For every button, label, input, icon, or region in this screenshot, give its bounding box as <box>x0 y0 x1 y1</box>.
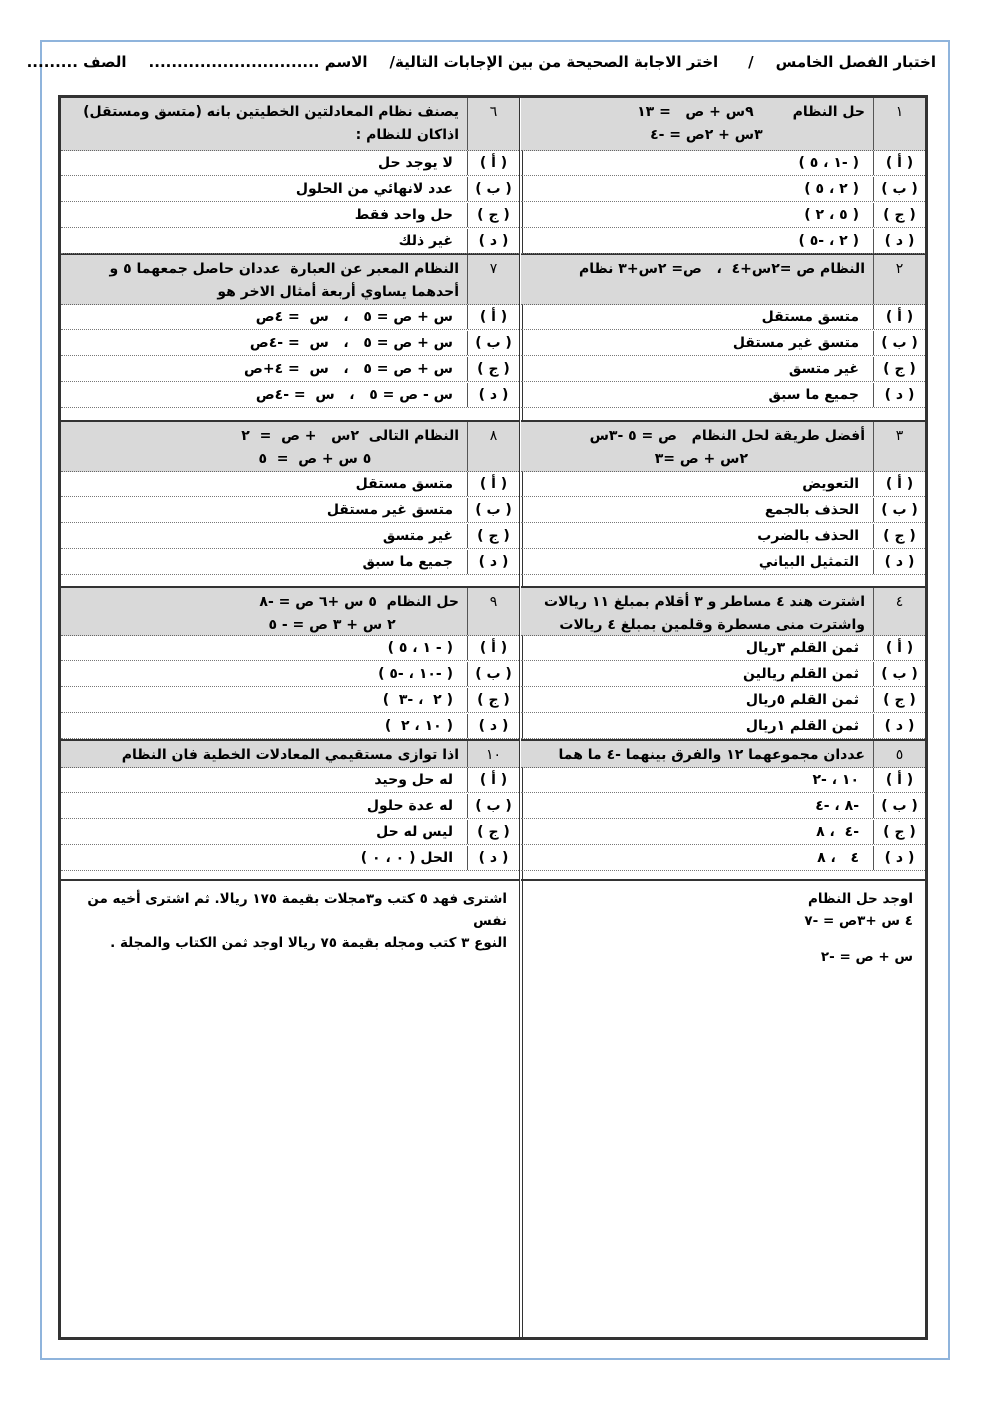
answer-option[interactable] <box>61 688 519 713</box>
option-letter: ( ب ) <box>467 498 519 522</box>
answer-option[interactable] <box>521 636 925 661</box>
question-text-line: حل النظام ٥ س +٦ ص = -٨ <box>259 594 459 610</box>
answer-option[interactable] <box>61 550 519 575</box>
answer-option[interactable] <box>521 472 925 497</box>
question-text <box>527 101 865 147</box>
option-letter: ( ج ) <box>467 203 519 227</box>
option-letter: ( ج ) <box>873 357 925 381</box>
question-text <box>67 425 459 471</box>
option-text: متسق مستقل <box>761 309 859 325</box>
answer-option[interactable] <box>521 524 925 549</box>
answer-option[interactable] <box>521 383 925 408</box>
option-letter: ( ب ) <box>467 177 519 201</box>
answer-option[interactable] <box>61 472 519 497</box>
option-text: ( ٢ ، ٥ ) <box>804 181 859 197</box>
option-letter: ( د ) <box>873 714 925 738</box>
option-letter: ( ب ) <box>873 331 925 355</box>
header <box>26 44 936 80</box>
option-text: عدد لانهائي من الحلول <box>295 181 453 197</box>
question-row <box>61 741 519 768</box>
question-text-line: ٢س + ص =٣ <box>654 451 865 467</box>
question-text-line: واشترت منى مسطرة وقلمين بمبلغ ٤ ريالات <box>559 617 865 633</box>
question-text-line: النظام ص =٢س+٤ ، ص= ٢س+٣ نظام <box>579 261 865 277</box>
option-letter: ( د ) <box>467 846 519 870</box>
option-text: لا يوجد حل <box>378 155 453 171</box>
answer-option[interactable] <box>521 305 925 330</box>
question-text-line: أفضل طريقة لحل النظام ص = ٥ -٣س <box>589 428 865 444</box>
option-text: ١٠ ، -٢ <box>812 772 859 788</box>
question-block-9 <box>61 588 519 741</box>
option-letter: ( ج ) <box>467 357 519 381</box>
problem-word <box>69 888 507 954</box>
right-column <box>521 98 925 1337</box>
option-text: متسق غير مستقل <box>732 335 859 351</box>
option-letter: ( ج ) <box>873 203 925 227</box>
question-row <box>61 255 519 305</box>
question-block-7 <box>61 255 519 422</box>
question-number: ١ <box>873 98 925 150</box>
answer-option[interactable] <box>61 305 519 330</box>
question-text <box>67 591 459 637</box>
option-text: س + ص = ٥ ، س = ٤ص <box>255 309 453 325</box>
option-letter: ( ب ) <box>873 662 925 686</box>
option-text: التعويض <box>802 476 859 492</box>
option-letter: ( ج ) <box>467 688 519 712</box>
option-letter: ( د ) <box>467 714 519 738</box>
option-text: ليس له حل <box>376 824 453 840</box>
option-text: التمثيل البياني <box>758 554 859 570</box>
option-text: -٨ ، -٤ <box>815 798 859 814</box>
question-number: ١٠ <box>467 741 519 767</box>
answer-option[interactable] <box>521 550 925 575</box>
option-letter: ( د ) <box>873 550 925 574</box>
question-text <box>67 258 459 304</box>
question-text <box>527 258 865 281</box>
option-text: س - ص = ٥ ، س = -٤ص <box>255 387 453 403</box>
question-block-6 <box>61 98 519 255</box>
option-letter: ( أ ) <box>467 305 519 329</box>
answer-option[interactable] <box>61 357 519 382</box>
option-text: ثمن القلم ٣ريال <box>745 640 859 656</box>
question-text-line: اذا توازى مستقيمي المعادلات الخطية فان النظام <box>121 747 459 763</box>
question-number: ٤ <box>873 588 925 635</box>
option-text: ٤ ، ٨ <box>817 850 859 866</box>
answer-option[interactable] <box>61 820 519 845</box>
option-text: س + ص = ٥ ، س = ٤+ص <box>243 361 453 377</box>
option-text: ( -١٠ ، -٥ ) <box>378 666 453 682</box>
left-column <box>61 98 519 1337</box>
option-text: متسق غير مستقل <box>326 502 453 518</box>
option-text: غير متسق <box>788 361 859 377</box>
option-text: له عدة حلول <box>366 798 453 814</box>
answer-option[interactable] <box>61 383 519 408</box>
answer-option[interactable] <box>61 203 519 228</box>
option-letter: ( ب ) <box>873 177 925 201</box>
question-text-line: النظام المعبر عن العبارة عددان حاصل جمعهما ٥ و <box>109 261 459 277</box>
question-row <box>61 98 519 151</box>
question-number: ٩ <box>467 588 519 635</box>
option-letter: ( ب ) <box>467 662 519 686</box>
option-text: له حل وحيد <box>374 772 453 788</box>
problem-line1: اشترى فهد ٥ كتب و٣مجلات بقيمة ١٧٥ ريالا. ثم اشترى أخيه من نفس <box>87 891 507 929</box>
problem-eq2: س + ص = -٢ <box>820 949 913 965</box>
question-sheet <box>58 95 928 1340</box>
instruction: اختر الاجابة الصحيحة من بين الإجابات التالية/ <box>389 53 719 71</box>
question-text <box>67 744 459 767</box>
option-letter: ( أ ) <box>873 472 925 496</box>
question-number: ٧ <box>467 255 519 304</box>
question-text-line: ٣س + ٢ص = -٤ <box>650 127 865 143</box>
option-letter: ( أ ) <box>873 636 925 660</box>
question-text <box>527 425 865 471</box>
option-text: ( ٢ ، -٣ ) <box>382 692 453 708</box>
option-text: -٤ ، ٨ <box>816 824 859 840</box>
question-text-line: ٥ س + ص = ٥ <box>258 451 459 467</box>
option-letter: ( د ) <box>873 383 925 407</box>
question-text-line: أحدهما يساوي أربعة أمثال الاخر هو <box>217 284 459 300</box>
question-text-line: عددان مجموعهما ١٢ والفرق بينهما -٤ ما هما <box>558 747 865 763</box>
question-number: ٢ <box>873 255 925 304</box>
answer-option[interactable] <box>521 331 925 356</box>
option-text: ( ١٠ ، ٢ ) <box>384 718 453 734</box>
problem-eq1: ٤ س +٣ص = -٧ <box>804 913 913 929</box>
header-separator: / <box>748 53 754 71</box>
option-letter: ( د ) <box>873 846 925 870</box>
question-row <box>521 422 925 472</box>
question-text <box>527 591 865 637</box>
question-row <box>61 422 519 472</box>
question-block-8 <box>61 422 519 588</box>
option-text: ثمن القلم ريالين <box>743 666 859 682</box>
answer-option[interactable] <box>61 151 519 176</box>
answer-option[interactable] <box>521 794 925 819</box>
option-text: الحل ( ٠ ، ٠ ) <box>360 850 453 866</box>
answer-option[interactable] <box>521 203 925 228</box>
option-letter: ( ج ) <box>873 688 925 712</box>
answer-option[interactable] <box>521 714 925 739</box>
answer-option[interactable] <box>61 524 519 549</box>
answer-option[interactable] <box>521 151 925 176</box>
option-letter: ( د ) <box>467 383 519 407</box>
answer-option[interactable] <box>521 229 925 254</box>
question-row <box>521 588 925 636</box>
option-letter: ( ب ) <box>467 331 519 355</box>
option-letter: ( أ ) <box>467 636 519 660</box>
question-number: ٥ <box>873 741 925 767</box>
option-letter: ( ب ) <box>873 794 925 818</box>
question-number: ٦ <box>467 98 519 150</box>
option-text: ( ٥ ، ٢ ) <box>804 207 859 223</box>
problem-title: اوجد حل النظام <box>807 891 913 907</box>
question-text-line: حل النظام ٩س + ص = ١٣ <box>637 104 865 120</box>
option-text: ( - ١ ، ٥ ) <box>387 640 453 656</box>
answer-option[interactable] <box>61 714 519 739</box>
problem-solve-system <box>529 888 913 982</box>
question-number: ٨ <box>467 422 519 471</box>
answer-option[interactable] <box>521 688 925 713</box>
question-text-line: ٢ س + ٣ ص = - ٥ <box>268 617 459 633</box>
option-text: الحذف بالجمع <box>764 502 859 518</box>
option-text: جميع ما سبق <box>768 387 859 403</box>
option-letter: ( أ ) <box>873 151 925 175</box>
answer-option[interactable] <box>61 177 519 202</box>
question-text-line: يصنف نظام المعادلتين الخطيتين بانه (متسق ومستقل) <box>83 104 459 120</box>
option-text: الحذف بالضرب <box>757 528 859 544</box>
option-text: جميع ما سبق <box>362 554 453 570</box>
answer-option[interactable] <box>61 662 519 687</box>
answer-option[interactable] <box>521 820 925 845</box>
answer-option[interactable] <box>61 846 519 871</box>
answer-option[interactable] <box>61 498 519 523</box>
option-letter: ( ب ) <box>873 498 925 522</box>
question-number: ٣ <box>873 422 925 471</box>
option-letter: ( د ) <box>467 229 519 253</box>
option-text: س + ص = ٥ ، س = -٤ص <box>249 335 453 351</box>
option-letter: ( ج ) <box>467 820 519 844</box>
option-text: غير ذلك <box>398 233 453 249</box>
option-text: ( -١ ، ٥ ) <box>798 155 859 171</box>
option-text: حل واحد فقط <box>354 207 453 223</box>
answer-option[interactable] <box>521 498 925 523</box>
option-letter: ( أ ) <box>467 768 519 792</box>
question-row <box>521 98 925 151</box>
option-text: غير متسق <box>382 528 453 544</box>
answer-option[interactable] <box>521 768 925 793</box>
answer-option[interactable] <box>61 229 519 254</box>
question-row <box>521 741 925 768</box>
option-letter: ( ج ) <box>873 524 925 548</box>
option-letter: ( ج ) <box>873 820 925 844</box>
problem-line2: النوع ٣ كتب ومجله بقيمة ٧٥ ريالا اوجد ثمن الكتاب والمجلة . <box>110 935 507 951</box>
question-block-2 <box>521 255 925 422</box>
answer-option[interactable] <box>521 846 925 871</box>
question-row <box>521 255 925 305</box>
question-text <box>527 744 865 767</box>
option-letter: ( أ ) <box>467 151 519 175</box>
answer-option[interactable] <box>61 636 519 661</box>
option-letter: ( ب ) <box>467 794 519 818</box>
option-text: ( ٢ ، -٥ ) <box>798 233 859 249</box>
question-block-10 <box>61 741 519 881</box>
answer-option[interactable] <box>521 177 925 202</box>
question-text-line: اشترت هند ٤ مساطر و ٣ أقلام بمبلغ ١١ ريالات <box>544 594 865 610</box>
option-letter: ( ج ) <box>467 524 519 548</box>
question-text-line: اذاكان للنظام : <box>355 127 459 143</box>
option-letter: ( أ ) <box>873 305 925 329</box>
option-letter: ( د ) <box>467 550 519 574</box>
question-block-5 <box>521 741 925 881</box>
answer-option[interactable] <box>61 794 519 819</box>
question-row <box>61 588 519 636</box>
question-block-3 <box>521 422 925 588</box>
question-text <box>67 101 459 147</box>
option-letter: ( د ) <box>873 229 925 253</box>
option-text: ثمن القلم ٥ريال <box>745 692 859 708</box>
question-text-line: النظام التالى ٢س + ص = ٢ <box>241 428 459 444</box>
exam-title: اختبار الفصل الخامس <box>775 53 936 71</box>
question-block-1 <box>521 98 925 255</box>
question-block-4 <box>521 588 925 741</box>
option-text: ثمن القلم ١ريال <box>745 718 859 734</box>
answer-option[interactable] <box>521 357 925 382</box>
answer-option[interactable] <box>61 331 519 356</box>
name-field[interactable]: الاسم .............................. <box>148 53 368 71</box>
option-text: متسق مستقل <box>355 476 453 492</box>
class-field[interactable]: الصف ......... <box>26 53 127 71</box>
option-letter: ( أ ) <box>873 768 925 792</box>
answer-option[interactable] <box>521 662 925 687</box>
answer-option[interactable] <box>61 768 519 793</box>
option-letter: ( أ ) <box>467 472 519 496</box>
